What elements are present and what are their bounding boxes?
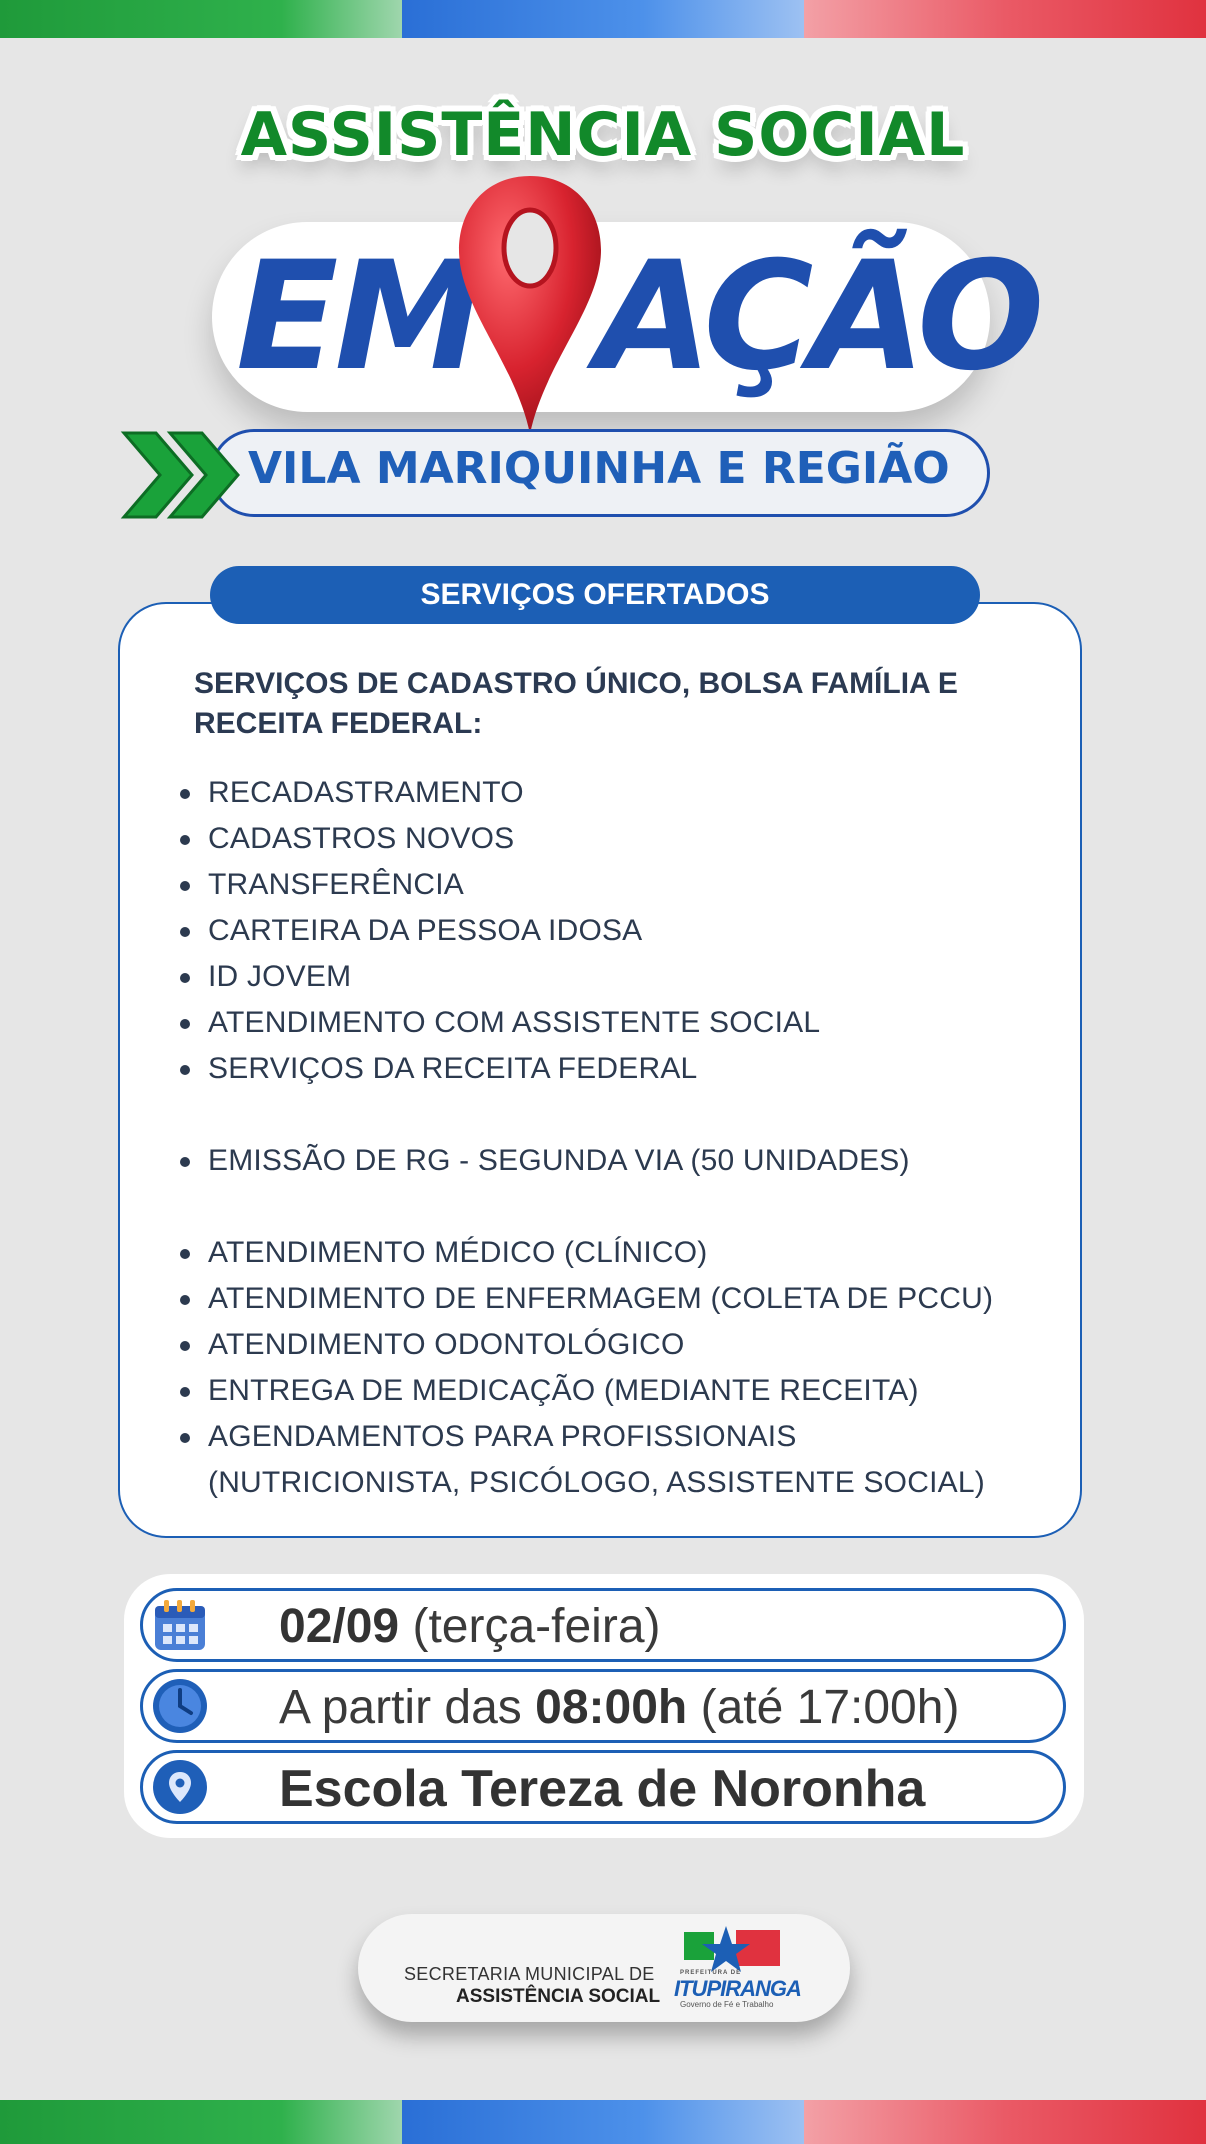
- date-text: [279, 1597, 661, 1657]
- location-banner: [118, 425, 988, 520]
- logo-slogan: Governo de Fé e Trabalho: [680, 2000, 774, 2009]
- list-item: EMISSÃO DE RG - SEGUNDA VIA (50 UNIDADES): [176, 1138, 1056, 1184]
- footer-line1: SECRETARIA MUNICIPAL DE: [404, 1964, 655, 1984]
- bottom-color-stripe: [0, 2100, 1206, 2144]
- footer-line2: ASSISTÊNCIA SOCIAL: [456, 1986, 661, 2007]
- venue-row: [140, 1750, 1066, 1824]
- services-title: SERVIÇOS OFERTADOS: [210, 566, 980, 624]
- list-item: ID JOVEM: [176, 954, 1056, 1000]
- time-prefix: A partir das: [279, 1681, 522, 1734]
- event-weekday: (terça-feira): [412, 1600, 661, 1653]
- time-start: 08:00h: [535, 1681, 688, 1734]
- list-item: ATENDIMENTO ODONTOLÓGICO: [176, 1322, 1056, 1368]
- event-date: 02/09: [279, 1600, 400, 1653]
- list-item: ENTREGA DE MEDICAÇÃO (MEDIANTE RECEITA): [176, 1368, 1056, 1414]
- services-card: [118, 602, 1082, 1538]
- services-list: [176, 770, 1056, 1506]
- list-item: TRANSFERÊNCIA: [176, 862, 1056, 908]
- clock-icon: [149, 1675, 211, 1737]
- list-item: ATENDIMENTO DE ENFERMAGEM (COLETA DE PCCU): [176, 1276, 1056, 1322]
- list-item: AGENDAMENTOS PARA PROFISSIONAIS (NUTRICIONISTA, PSICÓLOGO, ASSISTENTE SOCIAL): [176, 1414, 1056, 1506]
- list-item: ATENDIMENTO MÉDICO (CLÍNICO): [176, 1230, 1056, 1276]
- calendar-icon: [149, 1594, 211, 1656]
- logo-prefix: PREFEITURA DE: [680, 1970, 742, 1976]
- top-color-stripe: [0, 0, 1206, 38]
- header-top-title: ASSISTÊNCIA SOCIAL: [240, 100, 966, 170]
- double-chevron-right-icon: [118, 425, 248, 525]
- time-end: (até 17:00h): [700, 1681, 960, 1734]
- list-item: ATENDIMENTO COM ASSISTENTE SOCIAL: [176, 1000, 1056, 1046]
- location-text: VILA MARIQUINHA E REGIÃO: [248, 443, 950, 494]
- services-heading: SERVIÇOS DE CADASTRO ÚNICO, BOLSA FAMÍLIA E RECEITA FEDERAL:: [194, 667, 958, 740]
- map-pin-icon: [455, 172, 605, 442]
- main-title-left: EM: [236, 230, 480, 404]
- list-item: CARTEIRA DA PESSOA IDOSA: [176, 908, 1056, 954]
- time-text: [279, 1678, 959, 1738]
- event-info-box: [124, 1574, 1084, 1838]
- list-item: SERVIÇOS DA RECEITA FEDERAL: [176, 1046, 1056, 1092]
- time-row: [140, 1669, 1066, 1743]
- venue-text: [279, 1759, 925, 1821]
- list-item: RECADASTRAMENTO: [176, 770, 1056, 816]
- main-title-right: AÇÃO: [596, 230, 1041, 404]
- footer-logo-pill: [358, 1914, 850, 2022]
- location-pin-icon: [149, 1756, 211, 1818]
- logo-name: ITUPIRANGA: [674, 1976, 801, 2001]
- date-row: [140, 1588, 1066, 1662]
- event-venue: Escola Tereza de Noronha: [279, 1760, 926, 1818]
- list-item: CADASTROS NOVOS: [176, 816, 1056, 862]
